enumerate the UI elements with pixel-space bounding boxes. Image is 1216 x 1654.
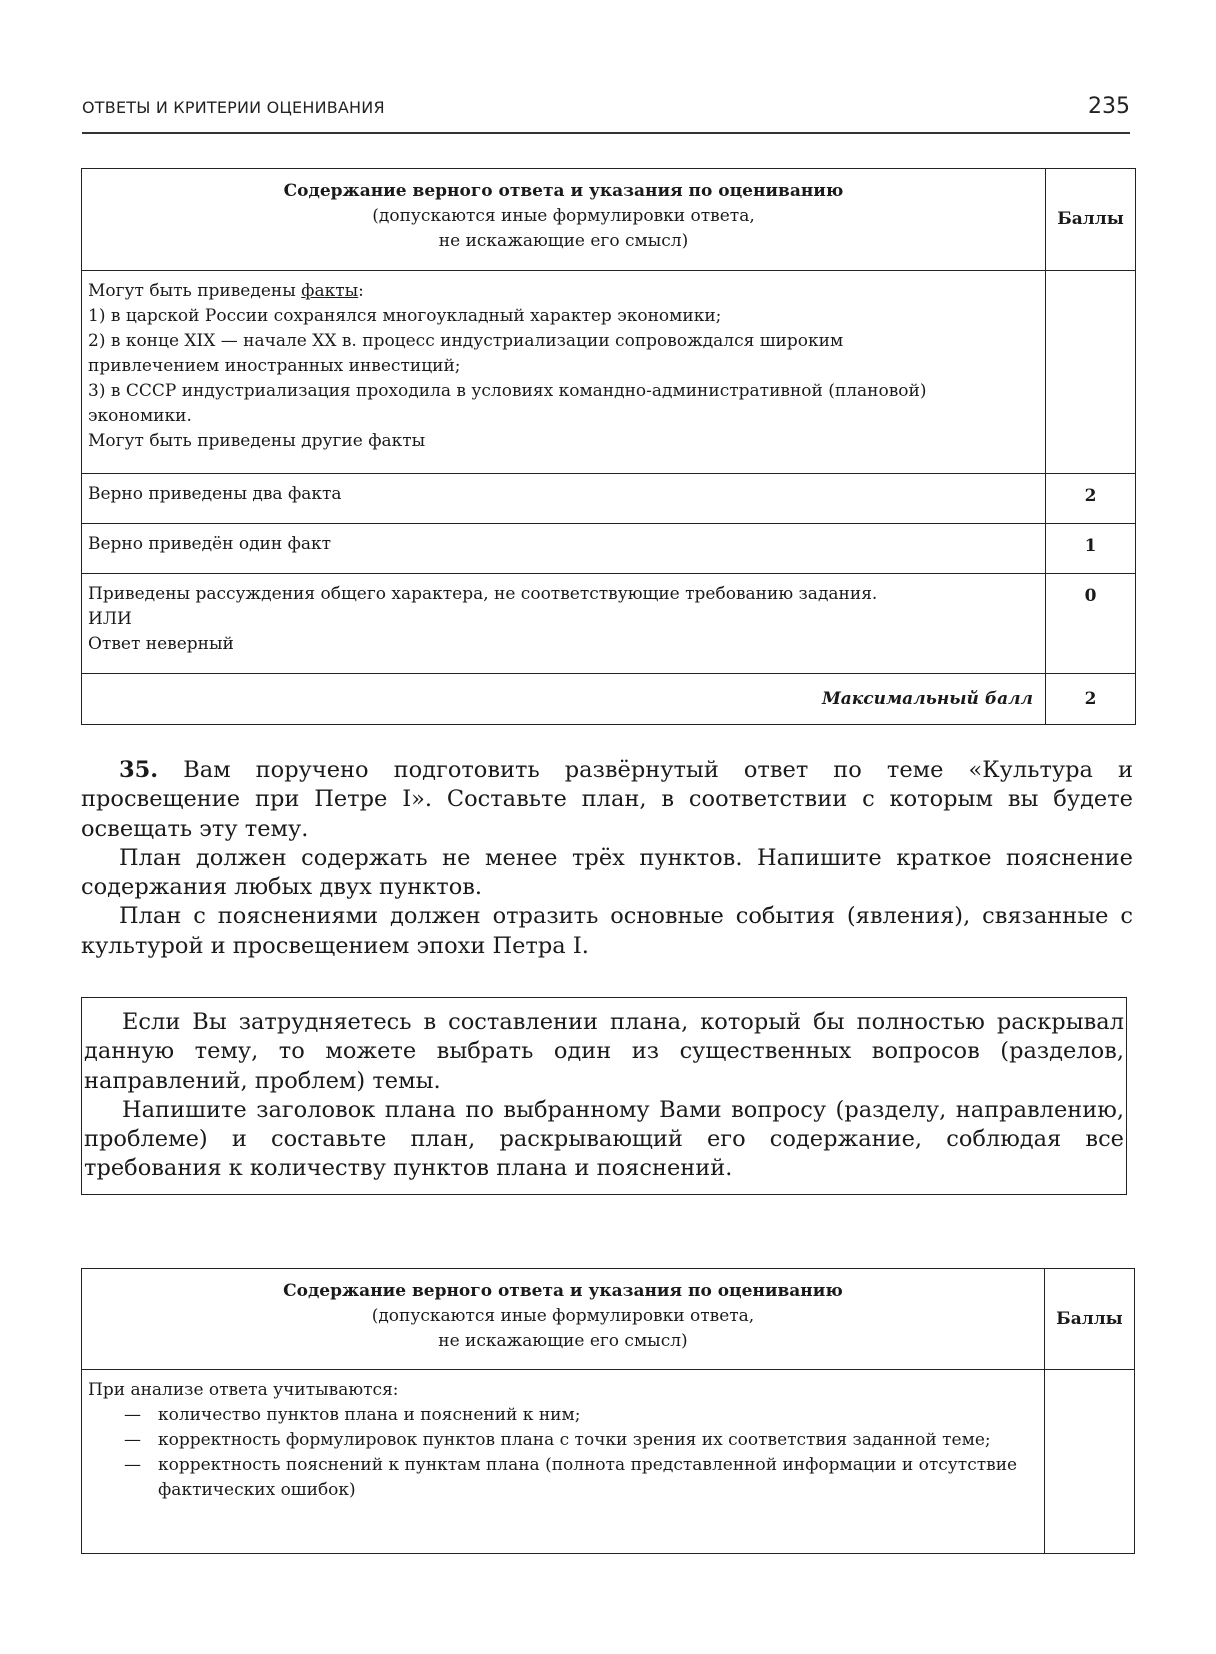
hint-box <box>81 997 1127 1195</box>
table-row <box>82 524 1136 574</box>
task-paragraph: План с пояснениями должен отразить основные события (явления), связанные с культурой и просвещением эпохи Петра I. <box>81 903 1133 959</box>
score-cell: 2 <box>1046 474 1136 524</box>
score-cell-empty <box>1044 1370 1134 1554</box>
facts-underlined: факты <box>301 281 359 301</box>
score-cell: 0 <box>1046 574 1136 674</box>
criterion-text: Верно приведены два факта <box>82 474 1046 524</box>
header-line-2: (допускаются иные формулировки ответа, <box>372 206 755 226</box>
evaluation-criteria <box>82 1370 1045 1554</box>
content-column-header <box>82 169 1046 271</box>
page-number: 235 <box>1088 94 1130 119</box>
criterion-line: Ответ неверный <box>88 634 234 654</box>
score-column-header: Баллы <box>1046 169 1136 271</box>
criterion-or: ИЛИ <box>88 609 132 629</box>
hint-paragraph: Если Вы затрудняетесь в составлении плана, который бы полностью раскрывал данную тему, то можете выбрать один из существенных вопросов (разделов, направлений, проблем) темы. <box>84 1009 1124 1094</box>
criterion-text: Верно приведён один факт <box>82 524 1046 574</box>
header-line-3: не искажающие его смысл) <box>438 231 689 251</box>
dash-bullet: — <box>124 1430 141 1450</box>
table-header-row <box>82 1269 1135 1370</box>
header-line-1: Содержание верного ответа и указания по оцениванию <box>283 181 844 201</box>
task-paragraph: План должен содержать не менее трёх пунктов. Напишите краткое пояснение содержания любых двух пунктов. <box>81 844 1133 901</box>
fact-item: 1) в царской России сохранялся многоукладный характер экономики; <box>88 306 722 326</box>
fact-item: 2) в конце XIX — начале XX в. процесс индустриализации сопровождался широким привлечением иностранных инвестиций; <box>88 331 844 376</box>
list-item: — количество пунктов плана и пояснений к ним; <box>124 1403 1038 1428</box>
table-header-row <box>82 169 1136 271</box>
fact-item: 3) в СССР индустриализация проходила в условиях командно-административной (плановой) экономики. <box>88 381 927 426</box>
content-column-header <box>82 1269 1045 1370</box>
criteria-table-35 <box>81 1268 1135 1554</box>
running-header <box>82 94 1130 134</box>
criteria-table-34 <box>81 168 1136 725</box>
running-title: ОТВЕТЫ И КРИТЕРИИ ОЦЕНИВАНИЯ <box>82 98 385 117</box>
header-line-3: не искажающие его смысл) <box>438 1331 688 1351</box>
criteria-list <box>88 1403 1038 1503</box>
criterion-text <box>82 574 1046 674</box>
table-row <box>82 474 1136 524</box>
list-item: — корректность формулировок пунктов плана с точки зрения их соответствия заданной теме; <box>124 1428 1038 1453</box>
answer-content <box>82 271 1046 474</box>
hint-paragraph: Напишите заголовок плана по выбранному Вами вопросу (разделу, направлению, проблеме) и составьте план, раскрывающий его содержание, соблюдая все требования к количеству пунктов плана и пояснений. <box>84 1096 1124 1182</box>
criteria-intro: При анализе ответа учитываются: <box>88 1380 399 1400</box>
criterion-line: Приведены рассуждения общего характера, не соответствующие требованию задания. <box>88 584 878 604</box>
score-cell-empty <box>1046 271 1136 474</box>
dash-bullet: — <box>124 1405 141 1425</box>
task-paragraph: 35. Вам поручено подготовить развёрнутый ответ по теме «Культура и просвещение при Петре I». Составьте план, в соответствии с которым вы будете освещать эту тему. <box>81 757 1133 842</box>
facts-outro: Могут быть приведены другие факты <box>88 431 426 451</box>
list-item: — корректность пояснений к пунктам плана (полнота представленной информации и отсутствие фактических ошибок) <box>124 1455 1018 1500</box>
table-row <box>82 271 1136 474</box>
dash-bullet: — <box>124 1455 141 1475</box>
score-column-header: Баллы <box>1044 1269 1134 1370</box>
max-score-label: Максимальный балл <box>82 674 1046 725</box>
table-row <box>82 1370 1135 1554</box>
max-score-value: 2 <box>1046 674 1136 725</box>
task-number: 35. <box>119 757 159 783</box>
header-line-2: (допускаются иные формулировки ответа, <box>371 1306 755 1326</box>
score-cell: 1 <box>1046 524 1136 574</box>
task-35 <box>81 756 1133 961</box>
table-row <box>82 574 1136 674</box>
header-line-1: Содержание верного ответа и указания по оцениванию <box>283 1281 843 1301</box>
facts-intro: Могут быть приведены факты: <box>88 281 364 301</box>
max-score-row <box>82 674 1136 725</box>
